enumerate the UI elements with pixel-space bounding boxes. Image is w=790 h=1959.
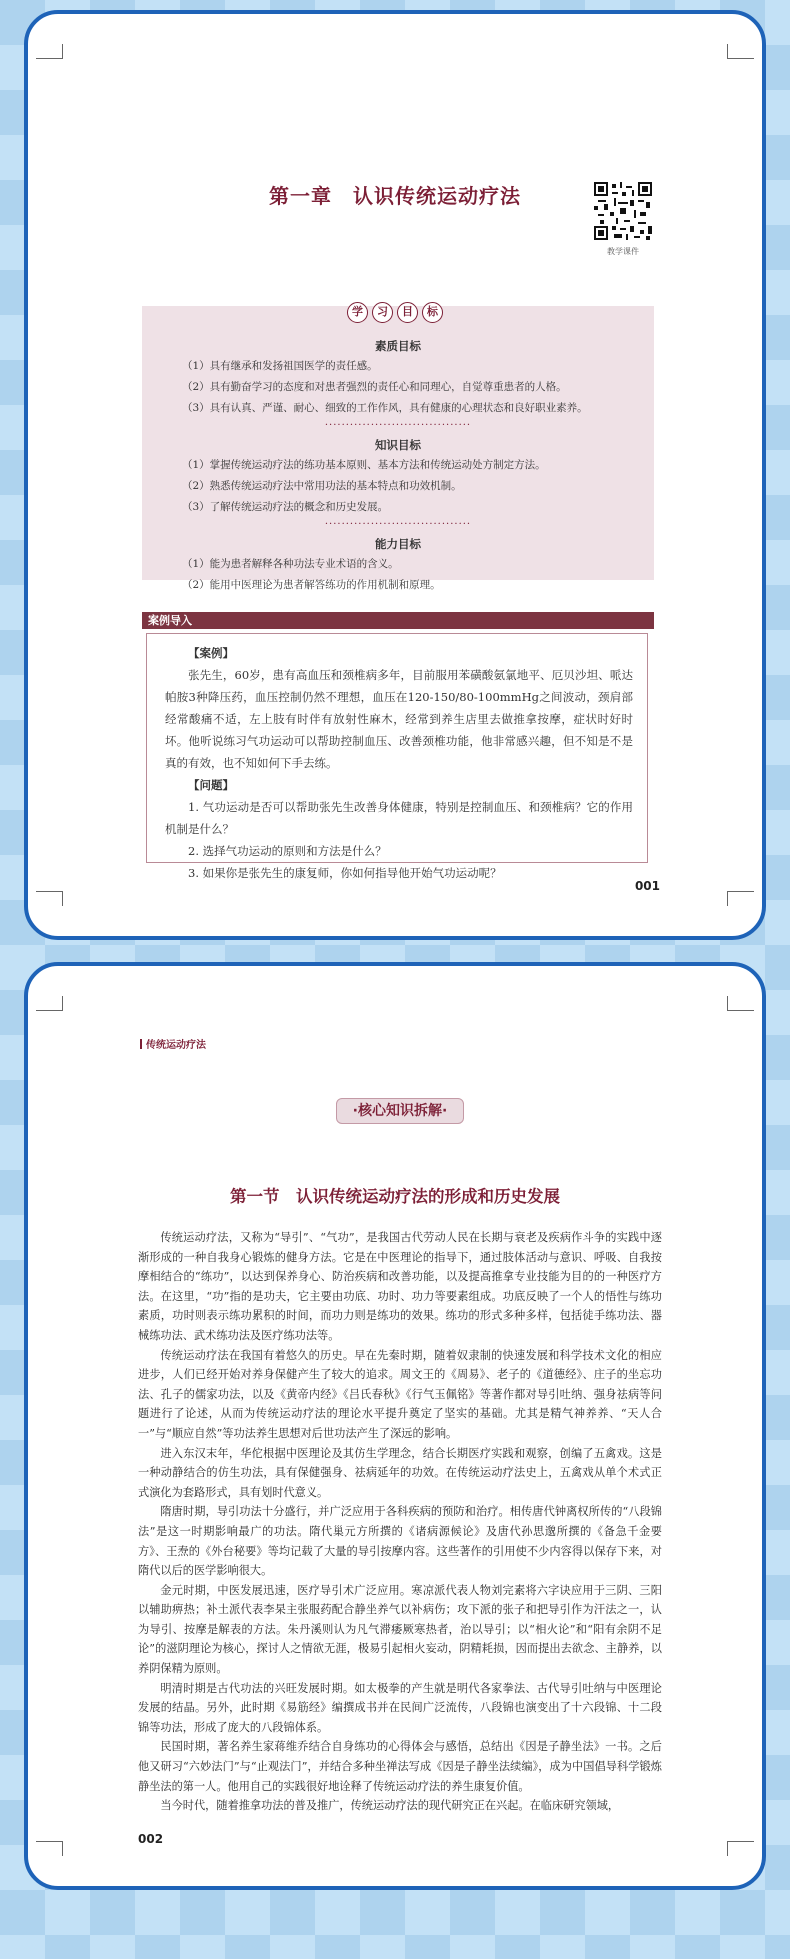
goal-section-title: 能力目标 <box>375 537 421 551</box>
goal-item: （2）能用中医理论为患者解答练功的作用机制和原理。 <box>182 579 441 591</box>
crop-mark <box>727 1841 754 1856</box>
goal-item: （3）具有认真、严谨、耐心、细致的工作作风，具有健康的心理状态和良好职业素养。 <box>182 402 588 414</box>
goal-section-title: 知识目标 <box>375 438 421 452</box>
running-head <box>140 1036 206 1051</box>
page-number: 002 <box>138 1832 164 1846</box>
running-head-bar <box>140 1039 142 1049</box>
qr-caption: 教学课件 <box>607 247 639 256</box>
crop-mark <box>36 891 63 906</box>
paragraph: 民国时期，著名养生家蒋维乔结合自身练功的心得体会与感悟，总结出《因是子静坐法》一书。之后他又研习“六妙法门”与“止观法门”，并结合多种坐禅法写成《因是子静坐法续编》，成为中国倡导科学锻炼静坐法的第一人。他用自己的实践很好地诠释了传统运动疗法的养生康复价值。 <box>138 1740 662 1793</box>
goal-item: （3）了解传统运动疗法的概念和历史发展。 <box>182 501 389 513</box>
goal-item: （1）能为患者解释各种功法专业术语的含义。 <box>182 558 399 570</box>
crop-mark <box>727 891 754 906</box>
goals-header-char: 目 <box>397 302 418 323</box>
goal-section-title: 素质目标 <box>375 339 421 353</box>
divider: ··································· <box>324 519 472 530</box>
crop-mark <box>36 1841 63 1856</box>
section-title: 第一节 认识传统运动疗法的形成和历史发展 <box>230 1187 560 1206</box>
question-item: 1. 气功运动是否可以帮助张先生改善身体健康，特别是控制血压、和颈椎病？它的作用机制是什么？ <box>165 800 633 836</box>
crop-mark <box>727 996 754 1011</box>
case-text: 张先生，60岁，患有高血压和颈椎病多年，目前服用苯磺酸氨氯地平、厄贝沙坦、哌达帕胺3种降压药，血压控制仍然不理想，血压在120-150/80-100mmHg之间波动，颈肩部经常酸痛不适，左上肢有时伴有放射性麻木，经常到养生店里去做推拿按摩，症状时好时坏。他听说练习气功运动可以帮助控制血压、改善颈椎功能，他非常感兴趣，但不知是不是真的有效，也不知如何下手去练。 <box>165 668 633 770</box>
paragraph: 金元时期，中医发展迅速，医疗导引术广泛应用。寒凉派代表人物刘完素将六字诀应用于三阴、三阳以辅助痹热；补土派代表李杲主张服药配合静坐养气以补病伤；攻下派的张子和把导引作为汗法之一，认为导引、按摩是解表的方法。朱丹溪则认为凡气滞痿厥寒热者，治以导引；以“相火论”和“阳有余阴不足论”的滋阴理论为核心，探讨人之情欲无涯，极易引起相火妄动，阴精耗损，因而提出去欲念、主静养，以养阴保精为原则。 <box>138 1583 662 1676</box>
crop-mark <box>36 996 63 1011</box>
case-box <box>146 633 648 880</box>
case-intro-bar: 案例导入 <box>142 612 654 629</box>
paragraph: 隋唐时期，导引功法十分盛行，并广泛应用于各科疾病的预防和治疗。相传唐代钟离权所传的“八段锦法”是这一时期影响最广的功法。隋代巢元方所撰的《诸病源候论》及唐代孙思邈所撰的《备急千金要方》、王焘的《外台秘要》等均记载了大量的导引按摩内容。这些著作的引用使不少内容得以保存下来，对隋代以后的医学影响很大。 <box>138 1505 662 1578</box>
body-text <box>138 1228 662 1816</box>
core-knowledge-badge: ·核心知识拆解· <box>336 1098 464 1124</box>
qr-code-icon[interactable] <box>594 182 652 240</box>
goal-item: （1）掌握传统运动疗法的练功基本原则、基本方法和传统运动处方制定方法。 <box>182 459 546 471</box>
running-head-text: 传统运动疗法 <box>146 1040 206 1051</box>
question-heading: 【问题】 <box>188 778 234 792</box>
crop-mark <box>727 44 754 59</box>
goals-header-char: 学 <box>347 302 368 323</box>
question-item: 2. 选择气功运动的原则和方法是什么？ <box>188 844 387 858</box>
learning-goals-header <box>28 300 762 323</box>
page-001 <box>24 10 766 940</box>
learning-goals-box <box>142 306 654 591</box>
case-heading: 【案例】 <box>188 646 234 660</box>
crop-mark <box>36 44 63 59</box>
goal-item: （1）具有继承和发扬祖国医学的责任感。 <box>182 360 378 372</box>
question-item: 3. 如果你是张先生的康复师，你如何指导他开始气功运动呢？ <box>188 866 502 880</box>
paragraph: 当今时代，随着推拿功法的普及推广，传统运动疗法的现代研究正在兴起。在临床研究领域， <box>160 1799 620 1813</box>
divider: ··································· <box>324 420 472 431</box>
goal-item: （2）具有勤奋学习的态度和对患者强烈的责任心和同理心，自觉尊重患者的人格。 <box>182 381 567 393</box>
goals-header-char: 习 <box>372 302 393 323</box>
page-002 <box>24 962 766 1890</box>
chapter-title: 第一章 认识传统运动疗法 <box>269 184 521 208</box>
paragraph: 进入东汉末年，华佗根据中医理论及其仿生学理念，结合长期医疗实践和观察，创编了五禽戏。这是一种动静结合的仿生功法，具有保健强身、祛病延年的功效。在传统运动疗法史上，五禽戏从单个术式正式演化为套路形式，具有划时代意义。 <box>138 1446 662 1499</box>
paragraph: 明清时期是古代功法的兴旺发展时期。如太极拳的产生就是明代各家拳法、古代导引吐纳与中医理论发展的结晶。另外，此时期《易筋经》编撰成书并在民间广泛流传，八段锦也演变出了十六段锦、十二段锦等功法，形成了庞大的八段锦体系。 <box>138 1681 662 1734</box>
paragraph: 传统运动疗法在我国有着悠久的历史。早在先秦时期，随着奴隶制的快速发展和科学技术文化的相应进步，人们已经开始对养身保健产生了较大的追求。周文王的《周易》、老子的《道德经》、庄子的坐忘功法、孔子的儒家功法，以及《黄帝内经》《吕氏春秋》《行气玉佩铭》等著作都对导引吐纳、强身祛病等问题进行了论述，从而为传统运动疗法的理论水平提升奠定了坚实的基础。尤其是精气神养养、“天人合一”与“顺应自然”等功法养生思想对后世功法产生了深远的影响。 <box>138 1348 662 1440</box>
paragraph: 传统运动疗法，又称为“导引”、“气功”，是我国古代劳动人民在长期与衰老及疾病作斗争的实践中逐渐形成的一种自我身心锻炼的健身方法。它是在中医理论的指导下，通过肢体活动与意识、呼吸、自我按摩相结合的“练功”，以达到保养身心、防治疾病和改善功能，以及提高推拿专业技能为目的的一种医疗方法。在这里，“功”指的是功夫，它主要由功底、功时、功力等要素组成。功底反映了一个人的悟性与练功素质，功时则表示练功累积的时间，而功力则是练功的效果。练功的形式多种多样，包括徒手练功法、器械练功法、武术练功法及医疗练功法等。 <box>138 1231 662 1342</box>
goal-item: （2）熟悉传统运动疗法中常用功法的基本特点和功效机制。 <box>182 480 462 492</box>
page-number: 001 <box>634 879 660 893</box>
goals-header-char: 标 <box>422 302 443 323</box>
